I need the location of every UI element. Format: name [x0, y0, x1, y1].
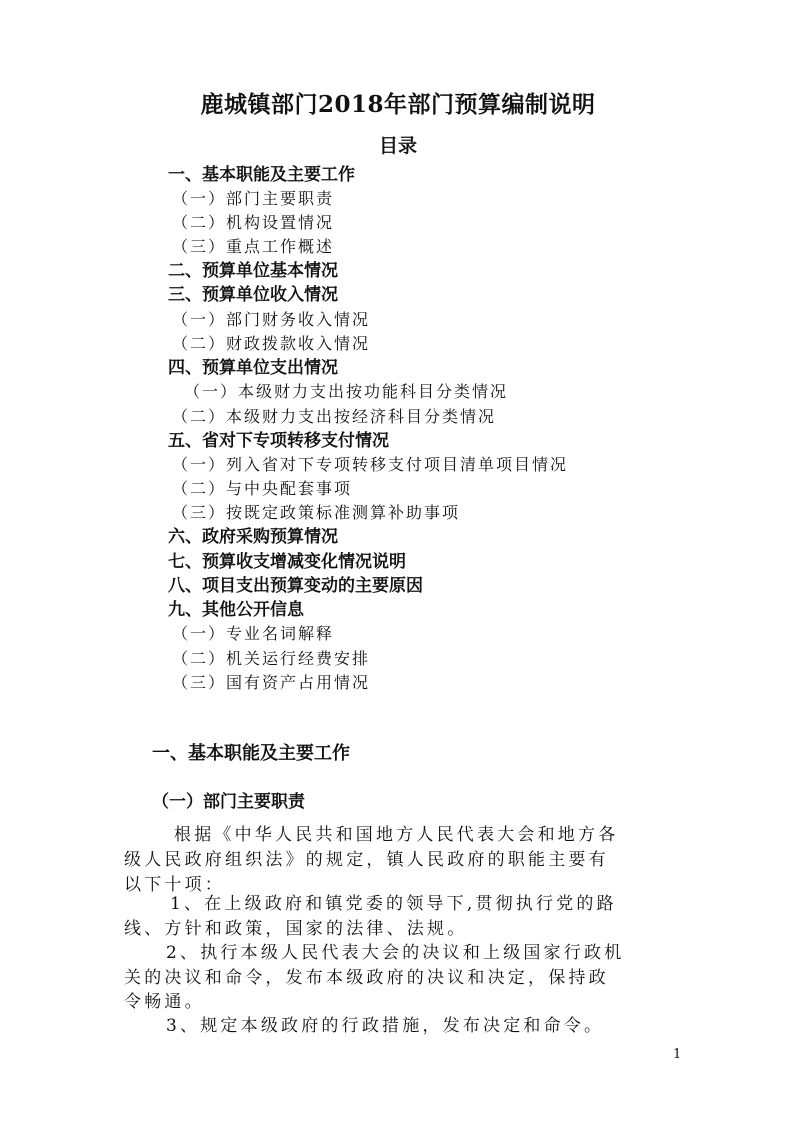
body-line: 级人民政府组织法》的规定，镇人民政府的职能主要有	[124, 850, 609, 870]
body-line: 根据《中华人民共和国地方人民代表大会和地方各	[174, 825, 619, 845]
toc-item: （二）与中央配套事项	[172, 479, 353, 498]
toc-item: （一）本级财力支出按功能科目分类情况	[184, 382, 509, 401]
toc-item: 二、预算单位基本情况	[168, 261, 338, 281]
document-title: 鹿城镇部门2018年部门预算编制说明	[200, 91, 596, 118]
toc-item: （三）按既定政策标准测算补助事项	[172, 503, 461, 522]
body-line: 线、方针和政策，国家的法律、法规。	[124, 919, 468, 939]
toc-item: （二）财政拨款收入情况	[172, 334, 371, 353]
body-line: 3、规定本级政府的行政措施，发布决定和命令。	[166, 1016, 605, 1036]
toc-item: （三）国有资产占用情况	[172, 673, 371, 692]
toc-item: 五、省对下专项转移支付情况	[168, 431, 389, 451]
toc-item: 六、政府采购预算情况	[168, 527, 338, 547]
toc-item: 九、其他公开信息	[168, 600, 304, 620]
toc-item: （一）专业名词解释	[172, 624, 335, 643]
toc-item: （一）部门财务收入情况	[172, 310, 371, 329]
toc-item: 三、预算单位收入情况	[168, 285, 338, 305]
toc-item: 八、项目支出预算变动的主要原因	[168, 576, 423, 596]
toc-item: 七、预算收支增减变化情况说明	[168, 552, 406, 572]
body-line: 2、执行本级人民代表大会的决议和上级国家行政机	[166, 943, 625, 963]
toc-item: 一、基本职能及主要工作	[168, 165, 355, 185]
body-line: 以下十项：	[124, 875, 225, 895]
toc-item: （二）机构设置情况	[172, 213, 335, 232]
body-line: 关的决议和命令，发布本级政府的决议和决定，保持政	[124, 968, 609, 988]
body-line: 令畅通。	[124, 992, 205, 1012]
toc-item: （二）本级财力支出按经济科目分类情况	[172, 407, 497, 426]
page-number: 1	[673, 1047, 682, 1062]
toc-item: （二）机关运行经费安排	[172, 649, 371, 668]
toc-heading: 目录	[378, 135, 417, 157]
sub-heading: （一）部门主要职责	[152, 792, 305, 812]
toc-item: （一）部门主要职责	[172, 189, 335, 208]
toc-item: （三）重点工作概述	[172, 237, 335, 256]
body-line: 1、在上级政府和镇党委的领导下,贯彻执行党的路	[170, 894, 617, 914]
section-heading: 一、基本职能及主要工作	[152, 743, 350, 764]
toc-item: （一）列入省对下专项转移支付项目清单项目情况	[172, 455, 569, 474]
toc-item: 四、预算单位支出情况	[168, 358, 338, 378]
